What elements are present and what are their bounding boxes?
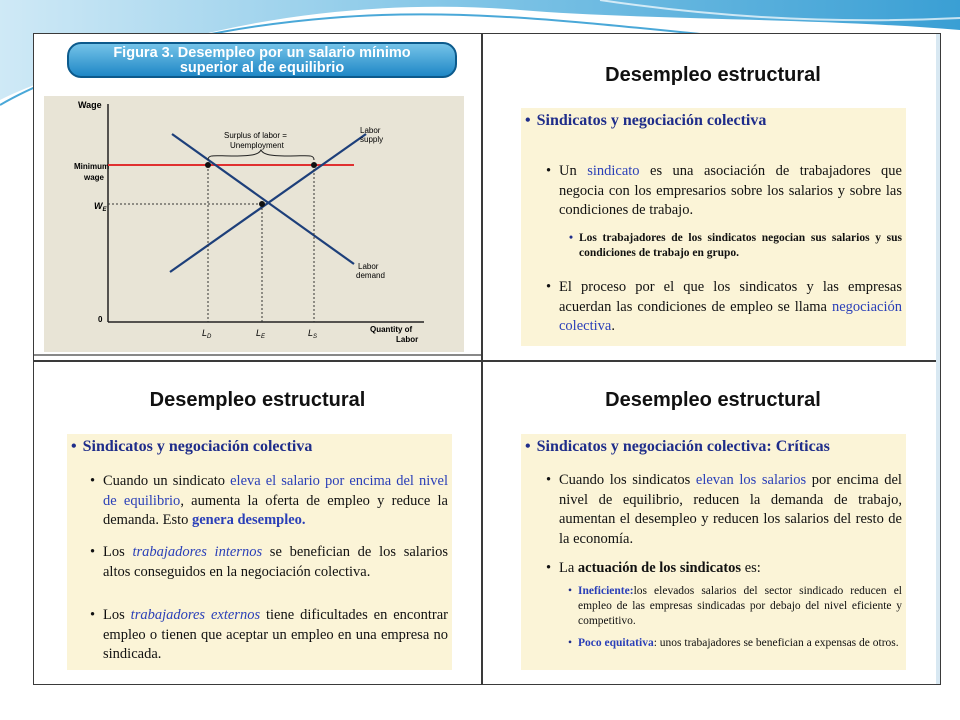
figure-bottom-rule bbox=[34, 354, 481, 356]
panel-bl-title: Desempleo estructural bbox=[149, 389, 366, 411]
panel-br-subbullet1: • Ineficiente:los elevados salarios del sector sindicado reducen el empleo de las empresas sindicadas por debajo del nivel eficiente y competitivo. bbox=[578, 584, 902, 629]
surplus-label2: Unemployment bbox=[230, 141, 284, 150]
supply-label1: Labor bbox=[360, 126, 381, 135]
panel-tr-heading: • Sindicatos y negociación colectiva bbox=[525, 112, 766, 130]
right-edge bbox=[936, 34, 940, 684]
panel-bl-bullet1: • Cuando un sindicato eleva el salario por encima del nivel de equilibrio, aumenta la oferta de empleo y reduce la demanda. Esto genera desempleo. bbox=[103, 472, 448, 531]
min-wage-label1: Minimum bbox=[74, 162, 110, 171]
surplus-label1: Surplus of labor = bbox=[224, 131, 287, 140]
supply-label2: supply bbox=[360, 135, 384, 144]
surplus-brace bbox=[208, 150, 314, 160]
labor-demand-curve bbox=[172, 134, 354, 264]
panel-br-heading: • Sindicatos y negociación colectiva: Críticas bbox=[525, 438, 830, 456]
panel-bl-bullet3: • Los trabajadores externos tiene dificultades en encontrar empleo o tienen que aceptar un empleo en una empresa no sindicada. bbox=[103, 606, 448, 665]
panel-tr-subbullet: • Los trabajadores de los sindicatos negocian sus salarios y sus condiciones de trabajo en grupo. bbox=[579, 231, 902, 261]
ls-label: $L_S$ bbox=[308, 328, 318, 340]
x-axis-label2: Labor bbox=[396, 335, 419, 344]
panel-tr-title: Desempleo estructural bbox=[605, 64, 821, 86]
panel-br-title: Desempleo estructural bbox=[605, 389, 821, 411]
figure-title-line2: superior al de equilibrio bbox=[179, 60, 345, 76]
le-label: $L_E$ bbox=[256, 328, 266, 340]
horizontal-divider bbox=[34, 360, 940, 362]
panel-tr-box bbox=[521, 108, 906, 346]
y-axis-label: Wage bbox=[78, 100, 102, 110]
demand-label1: Labor bbox=[358, 262, 379, 271]
min-wage-label2: wage bbox=[84, 173, 105, 182]
we-label: $W_E$ bbox=[94, 201, 107, 213]
equilibrium-point bbox=[259, 201, 265, 207]
panel-br-bullet1: • Cuando los sindicatos elevan los salarios por encima del nivel de equilibrio, reducen la demanda de trabajo, aumentan el desempleo y reducen los salarios del resto de la economía. bbox=[559, 471, 902, 549]
panel-br-box bbox=[521, 434, 906, 670]
x-axis-label1: Quantity of bbox=[370, 325, 413, 334]
panel-tr-bullet2: • El proceso por el que los sindicatos y las empresas acuerdan las condiciones de empleo se llama negociación colectiva. bbox=[559, 278, 902, 337]
panel-br-subbullet2: • Poco equitativa: unos trabajadores se benefician a expensas de otros. bbox=[578, 636, 902, 651]
figure-title bbox=[67, 42, 457, 78]
panel-br-bullet2: • La actuación de los sindicatos es: bbox=[559, 559, 902, 579]
panel-bl-bullet2: • Los trabajadores internos se benefician de los salarios altos conseguidos en la negociación colectiva. bbox=[103, 543, 448, 582]
ld-label: $L_D$ bbox=[202, 328, 212, 340]
origin-label: 0 bbox=[98, 315, 103, 324]
demand-label2: demand bbox=[356, 271, 385, 280]
figure-title-line1: Figura 3. Desempleo por un salario mínimo bbox=[113, 45, 411, 61]
slides-grid bbox=[33, 33, 941, 685]
vertical-divider bbox=[481, 34, 483, 684]
panel-bl-box bbox=[67, 434, 452, 670]
wage-labor-chart bbox=[44, 96, 464, 352]
panel-bl-heading: • Sindicatos y negociación colectiva bbox=[71, 438, 312, 456]
panel-tr-bullet1: • Un sindicato es una asociación de trabajadores que negocia con los empresarios sobre los salarios y sobre las condiciones de trabajo. bbox=[559, 162, 902, 221]
